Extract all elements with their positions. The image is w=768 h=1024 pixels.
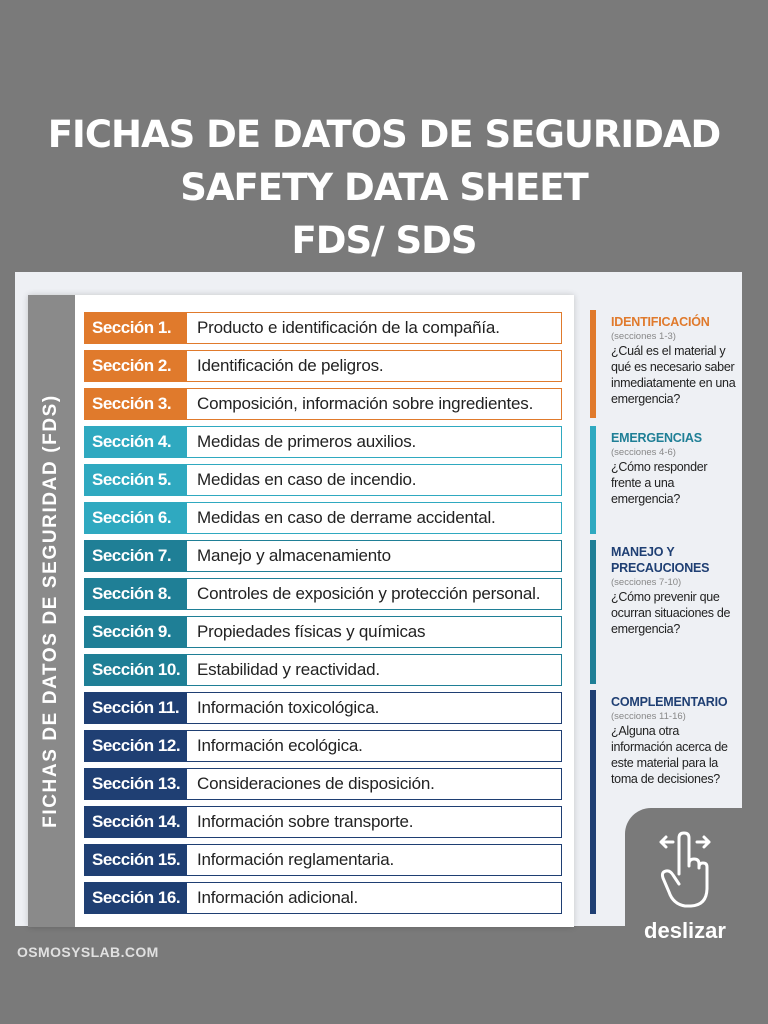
section-desc: Identificación de peligros. xyxy=(197,356,384,375)
section-desc: Composición, información sobre ingredientes. xyxy=(197,394,534,413)
group-heading: MANEJO Y PRECAUCIONES xyxy=(611,545,710,575)
section-tag: Sección 11. xyxy=(85,693,187,723)
section-desc: Estabilidad y reactividad. xyxy=(197,660,380,679)
section-desc: Medidas en caso de derrame accidental. xyxy=(197,508,496,527)
group-question: ¿Alguna otra información acerca de este material para la toma de decisiones? xyxy=(611,724,728,786)
section-tag: Sección 9. xyxy=(85,617,187,647)
title-line-1: FICHAS DE DATOS DE SEGURIDAD xyxy=(47,113,721,156)
section-tag: Sección 6. xyxy=(85,503,187,533)
section-row-16 xyxy=(84,882,562,914)
section-row-5 xyxy=(84,464,562,496)
section-tag: Sección 12. xyxy=(85,731,187,761)
section-row-9 xyxy=(84,616,562,648)
section-row-3 xyxy=(84,388,562,420)
section-row-8 xyxy=(84,578,562,610)
swipe-label: deslizar xyxy=(644,918,726,943)
section-desc: Información ecológica. xyxy=(197,736,363,755)
title-line-2: SAFETY DATA SHEET xyxy=(180,166,588,209)
group-range: (secciones 1-3) xyxy=(611,331,676,342)
group-question: ¿Cómo prevenir que ocurran situaciones de emergencia? xyxy=(611,590,731,636)
group-bar xyxy=(590,690,596,914)
section-tag: Sección 1. xyxy=(85,313,187,343)
section-row-7 xyxy=(84,540,562,572)
vertical-label: FICHAS DE DATOS DE SEGURIDAD (FDS) xyxy=(40,394,61,828)
section-tag: Sección 8. xyxy=(85,579,187,609)
group-range: (secciones 7-10) xyxy=(611,577,682,588)
section-row-10 xyxy=(84,654,562,686)
title-line-3: FDS/ SDS xyxy=(291,219,477,262)
group-heading: COMPLEMENTARIO xyxy=(611,695,728,709)
group-range: (secciones 4-6) xyxy=(611,447,676,458)
section-tag: Sección 4. xyxy=(85,427,187,457)
section-desc: Consideraciones de disposición. xyxy=(197,774,435,793)
page-title xyxy=(0,108,768,267)
group-heading: EMERGENCIAS xyxy=(611,431,702,445)
section-desc: Manejo y almacenamiento xyxy=(197,546,391,565)
group-bar xyxy=(590,310,596,418)
section-tag: Sección 2. xyxy=(85,351,187,381)
group-heading: IDENTIFICACIÓN xyxy=(611,315,710,329)
group-bar xyxy=(590,426,596,534)
section-desc: Controles de exposición y protección personal. xyxy=(197,584,541,603)
section-row-12 xyxy=(84,730,562,762)
group-bar xyxy=(590,540,596,684)
section-desc: Información sobre transporte. xyxy=(197,812,414,831)
section-row-2 xyxy=(84,350,562,382)
section-tag: Sección 5. xyxy=(85,465,187,495)
section-row-11 xyxy=(84,692,562,724)
swipe-hand-icon xyxy=(657,830,713,910)
section-row-15 xyxy=(84,844,562,876)
section-tag: Sección 10. xyxy=(85,655,187,685)
group-question: ¿Cuál es el material y qué es necesario saber inmediatamente en una emergencia? xyxy=(611,344,736,406)
site-url[interactable]: OSMOSYSLAB.COM xyxy=(17,944,159,960)
section-tag: Sección 14. xyxy=(85,807,187,837)
section-desc: Información toxicológica. xyxy=(197,698,380,717)
group-question: ¿Cómo responder frente a una emergencia? xyxy=(611,460,708,506)
section-desc: Producto e identificación de la compañía. xyxy=(197,318,500,337)
section-tag: Sección 15. xyxy=(85,845,187,875)
section-desc: Medidas de primeros auxilios. xyxy=(197,432,417,451)
section-row-14 xyxy=(84,806,562,838)
section-row-13 xyxy=(84,768,562,800)
section-desc: Información reglamentaria. xyxy=(197,850,395,869)
section-tag: Sección 16. xyxy=(85,883,187,913)
section-row-6 xyxy=(84,502,562,534)
section-tag: Sección 7. xyxy=(85,541,187,571)
section-row-4 xyxy=(84,426,562,458)
section-desc: Propiedades físicas y químicas xyxy=(197,622,426,641)
section-desc: Medidas en caso de incendio. xyxy=(197,470,417,489)
swipe-hint[interactable] xyxy=(625,808,745,960)
section-tag: Sección 3. xyxy=(85,389,187,419)
section-row-1 xyxy=(84,312,562,344)
section-desc: Información adicional. xyxy=(197,888,358,907)
group-range: (secciones 11-16) xyxy=(611,711,686,722)
section-tag: Sección 13. xyxy=(85,769,187,799)
